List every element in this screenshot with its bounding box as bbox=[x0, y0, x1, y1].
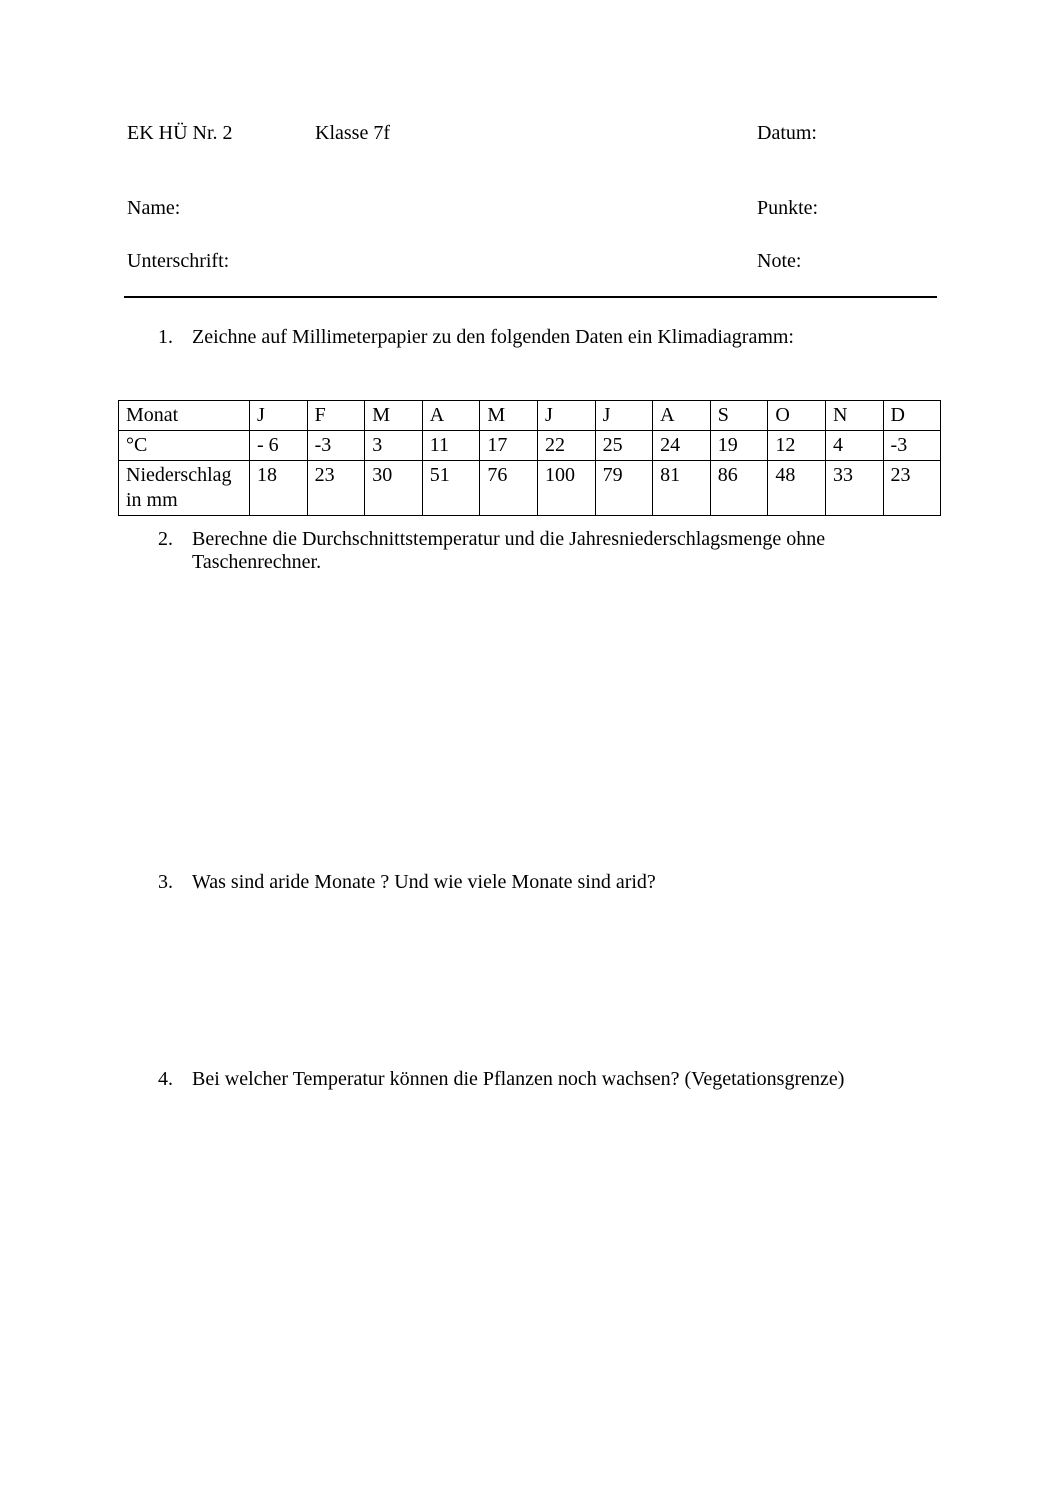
row-label-monat: Monat bbox=[119, 401, 250, 431]
course-title: EK HÜ Nr. 2 bbox=[127, 122, 233, 144]
question-2 bbox=[158, 528, 938, 574]
question-4 bbox=[158, 1068, 938, 1091]
temp-cell: - 6 bbox=[250, 431, 308, 461]
temp-cell: 19 bbox=[710, 431, 768, 461]
question-3-number: 3. bbox=[158, 871, 173, 893]
signature-label: Unterschrift: bbox=[127, 250, 230, 272]
table-row-monat bbox=[119, 401, 941, 431]
question-1-text: Zeichne auf Millimeterpapier zu den folgenden Daten ein Klimadiagramm: bbox=[192, 326, 794, 348]
temp-cell: 4 bbox=[825, 431, 883, 461]
monat-cell: J bbox=[595, 401, 653, 431]
points-label: Punkte: bbox=[757, 197, 819, 219]
temp-cell: 22 bbox=[537, 431, 595, 461]
temp-cell: -3 bbox=[883, 431, 941, 461]
name-label: Name: bbox=[127, 197, 181, 219]
monat-cell: O bbox=[768, 401, 826, 431]
temp-cell: 25 bbox=[595, 431, 653, 461]
climate-data-table bbox=[118, 400, 941, 516]
row-label-temperatur: °C bbox=[119, 431, 250, 461]
monat-cell: J bbox=[537, 401, 595, 431]
question-3-text: Was sind aride Monate ? Und wie viele Monate sind arid? bbox=[192, 871, 656, 893]
temp-cell: 24 bbox=[653, 431, 711, 461]
horizontal-divider bbox=[124, 296, 937, 298]
question-4-text: Bei welcher Temperatur können die Pflanzen noch wachsen? (Vegetationsgrenze) bbox=[192, 1068, 845, 1090]
temp-cell: 17 bbox=[480, 431, 538, 461]
precip-cell: 48 bbox=[768, 461, 826, 516]
table-row-niederschlag bbox=[119, 461, 941, 516]
temp-cell: 11 bbox=[422, 431, 480, 461]
temp-cell: -3 bbox=[307, 431, 365, 461]
precip-cell: 76 bbox=[480, 461, 538, 516]
monat-cell: S bbox=[710, 401, 768, 431]
precip-cell: 81 bbox=[653, 461, 711, 516]
row-label-niederschlag: Niederschlag in mm bbox=[119, 461, 250, 516]
question-4-number: 4. bbox=[158, 1068, 173, 1090]
monat-cell: D bbox=[883, 401, 941, 431]
date-label: Datum: bbox=[757, 122, 817, 144]
precip-cell: 18 bbox=[250, 461, 308, 516]
precip-cell: 51 bbox=[422, 461, 480, 516]
monat-cell: J bbox=[250, 401, 308, 431]
temp-cell: 12 bbox=[768, 431, 826, 461]
temp-cell: 3 bbox=[365, 431, 423, 461]
precip-cell: 100 bbox=[537, 461, 595, 516]
question-1 bbox=[158, 326, 938, 349]
monat-cell: F bbox=[307, 401, 365, 431]
question-2-number: 2. bbox=[158, 528, 173, 550]
precip-cell: 79 bbox=[595, 461, 653, 516]
grade-label: Note: bbox=[757, 250, 802, 272]
question-1-number: 1. bbox=[158, 326, 173, 348]
precip-cell: 86 bbox=[710, 461, 768, 516]
monat-cell: A bbox=[422, 401, 480, 431]
precip-cell: 23 bbox=[307, 461, 365, 516]
monat-cell: N bbox=[825, 401, 883, 431]
precip-cell: 30 bbox=[365, 461, 423, 516]
class-label: Klasse 7f bbox=[315, 122, 390, 144]
monat-cell: A bbox=[653, 401, 711, 431]
precip-cell: 23 bbox=[883, 461, 941, 516]
question-2-text: Berechne die Durchschnittstemperatur und die Jahresniederschlagsmenge ohne Taschenrechner. bbox=[192, 528, 826, 573]
precip-cell: 33 bbox=[825, 461, 883, 516]
monat-cell: M bbox=[365, 401, 423, 431]
monat-cell: M bbox=[480, 401, 538, 431]
question-3 bbox=[158, 871, 938, 894]
table-row-temperatur bbox=[119, 431, 941, 461]
